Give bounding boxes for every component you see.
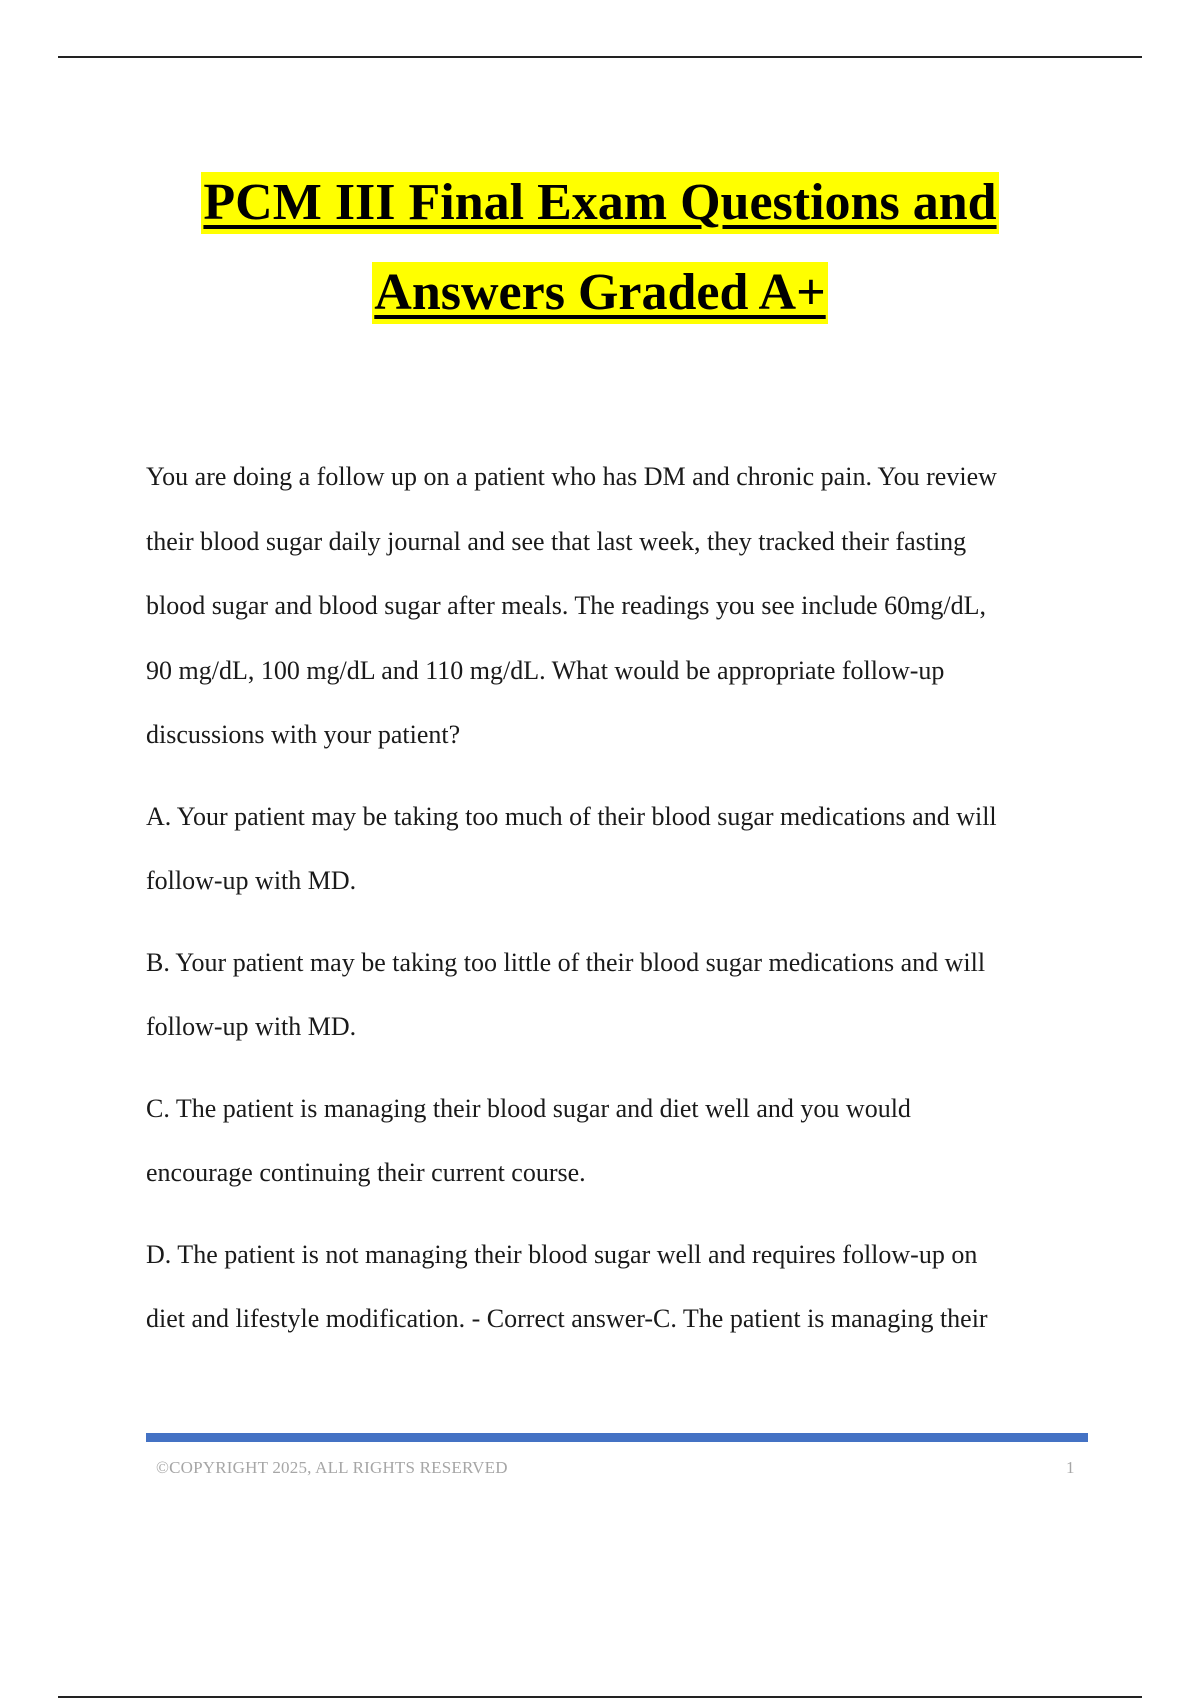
question-line: their blood sugar daily journal and see that last week, they tracked their fasting bbox=[146, 526, 967, 556]
document-title bbox=[0, 172, 1200, 324]
question-line: 90 mg/dL, 100 mg/dL and 110 mg/dL. What would be appropriate follow-up bbox=[146, 655, 945, 685]
question-line: blood sugar and blood sugar after meals. The readings you see include 60mg/dL, bbox=[146, 591, 986, 620]
question-paragraph bbox=[146, 445, 1086, 768]
option-a-line: A. Your patient may be taking too much of their blood sugar medications and will bbox=[146, 801, 997, 831]
title-line-1: PCM III Final Exam Questions and bbox=[201, 172, 998, 234]
document-body bbox=[146, 445, 1086, 1352]
footer-copyright: ©COPYRIGHT 2025, ALL RIGHTS RESERVED bbox=[156, 1458, 508, 1477]
footer-bar bbox=[146, 1433, 1088, 1442]
title-line-2: Answers Graded A+ bbox=[372, 262, 827, 324]
option-d-line: D. The patient is not managing their blood sugar well and requires follow-up on bbox=[146, 1239, 978, 1269]
option-d bbox=[146, 1223, 1086, 1352]
option-d-line: diet and lifestyle modification. - Correct answer-C. The patient is managing their bbox=[146, 1304, 988, 1333]
question-line: You are doing a follow up on a patient who has DM and chronic pain. You review bbox=[146, 462, 997, 491]
option-b-line: B. Your patient may be taking too little of their blood sugar medications and will bbox=[146, 947, 986, 977]
option-b bbox=[146, 931, 1086, 1060]
option-c-line: encourage continuing their current course. bbox=[146, 1158, 586, 1187]
option-c bbox=[146, 1077, 1086, 1206]
question-line: discussions with your patient? bbox=[146, 720, 461, 749]
option-b-line: follow-up with MD. bbox=[146, 1012, 357, 1041]
option-c-line: C. The patient is managing their blood sugar and diet well and you would bbox=[146, 1093, 911, 1123]
option-a-line: follow-up with MD. bbox=[146, 866, 357, 895]
bottom-rule bbox=[58, 1696, 1142, 1698]
page-number: 1 bbox=[1066, 1458, 1075, 1477]
option-a bbox=[146, 785, 1086, 914]
header-rule bbox=[58, 56, 1142, 58]
